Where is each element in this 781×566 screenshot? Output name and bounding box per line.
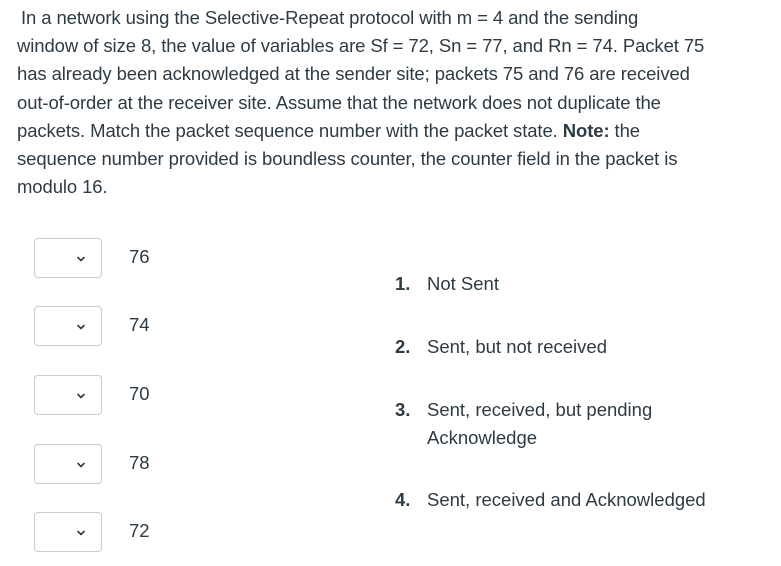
packet-number: 78 — [129, 452, 150, 473]
packet-number: 72 — [129, 520, 150, 541]
answer-text: Sent, but not received — [427, 336, 607, 357]
chevron-down-icon — [77, 392, 85, 400]
question-line: modulo 16. — [17, 176, 108, 198]
question-line: out-of-order at the receiver site. Assume that the network does not duplicate the — [17, 91, 661, 113]
match-row — [34, 444, 234, 488]
packet-number: 74 — [129, 314, 150, 335]
answer-dropdown[interactable] — [34, 444, 102, 484]
answer-number: 2. — [395, 336, 411, 357]
packet-number: 76 — [129, 246, 150, 267]
question-line: In a network using the Selective-Repeat protocol with m = 4 and the sending — [21, 7, 639, 28]
answer-number: 1. — [395, 273, 411, 294]
match-row — [34, 375, 234, 419]
match-row — [34, 306, 234, 350]
chevron-down-icon — [77, 529, 85, 537]
question-line — [17, 117, 747, 145]
answer-dropdown[interactable] — [34, 238, 102, 278]
note-after: the — [609, 119, 640, 141]
question-line-text: packets. Match the packet sequence number with the packet state. — [17, 119, 563, 141]
answer-number: 3. — [395, 399, 411, 420]
match-row — [34, 238, 234, 282]
packet-number: 70 — [129, 383, 150, 404]
chevron-down-icon — [77, 461, 85, 469]
question-text — [17, 4, 747, 201]
question-line: sequence number provided is boundless counter, the counter field in the packet is — [17, 148, 678, 170]
question-line: window of size 8, the value of variables are Sf = 72, Sn = 77, and Rn = 74. Packet 75 — [17, 35, 705, 57]
note-label: Note: — [562, 119, 610, 141]
answer-text: Not Sent — [427, 273, 499, 294]
question-line: has already been acknowledged at the sender site; packets 75 and 76 are received — [17, 63, 690, 85]
match-row — [34, 512, 234, 556]
answer-dropdown[interactable] — [34, 306, 102, 346]
chevron-down-icon — [77, 323, 85, 331]
answer-text: Sent, received, but pending Acknowledge — [427, 399, 653, 448]
answer-dropdown[interactable] — [34, 375, 102, 415]
answer-dropdown[interactable] — [34, 512, 102, 552]
answer-text: Sent, received and Acknowledged — [427, 489, 706, 510]
answer-number: 4. — [395, 489, 411, 510]
chevron-down-icon — [77, 255, 85, 263]
